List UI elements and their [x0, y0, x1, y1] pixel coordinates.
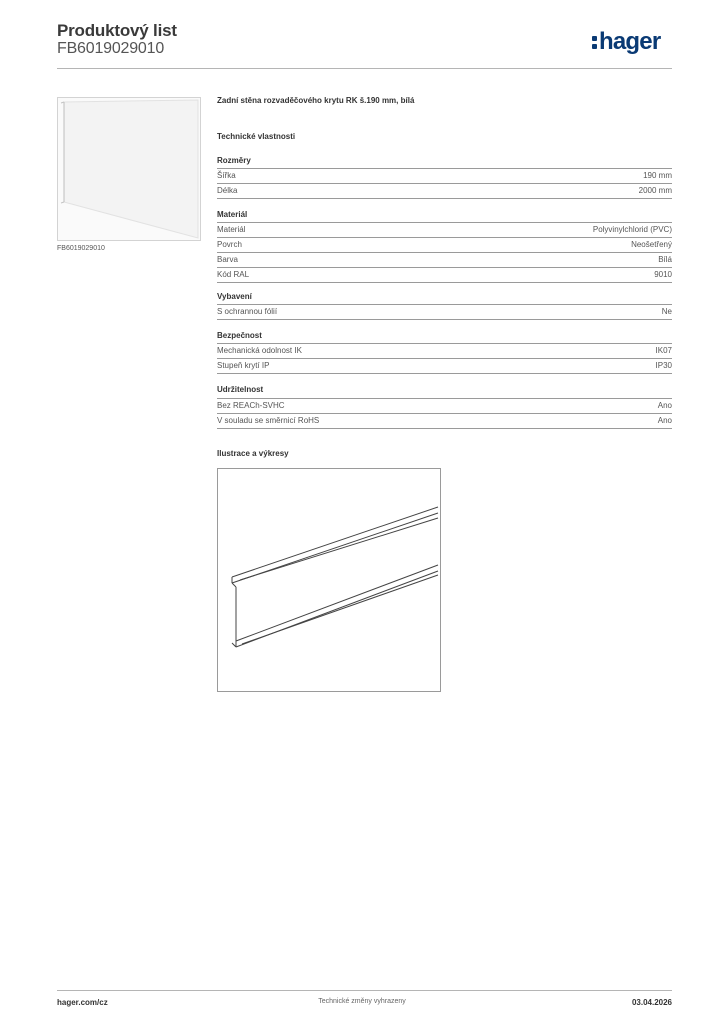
- section-title-rozmery: Rozměry: [217, 156, 251, 165]
- row-value: 2000 mm: [638, 186, 672, 195]
- row-divider: [217, 198, 672, 199]
- row-value: Ano: [657, 416, 672, 425]
- duct-drawing-icon: [218, 469, 440, 691]
- table-row: [217, 398, 672, 413]
- table-row: [217, 237, 672, 252]
- row-value: Ano: [657, 401, 672, 410]
- row-value: Ne: [661, 307, 672, 316]
- row-label: Délka: [217, 186, 238, 195]
- footer-website-link[interactable]: hager.com/cz: [57, 998, 108, 1007]
- row-label: Povrch: [217, 240, 242, 249]
- product-description: Zadní stěna rozvaděčového krytu RK š.190 mm, bílá: [217, 96, 415, 105]
- row-value: Polyvinylchlorid (PVC): [592, 225, 672, 234]
- section-title-illustrations: Ilustrace a výkresy: [217, 449, 289, 458]
- row-value: IP30: [655, 361, 672, 370]
- logo-text: hager: [599, 28, 661, 55]
- footer-date: 03.04.2026: [631, 998, 672, 1007]
- section-title-material: Materiál: [217, 210, 248, 219]
- row-value: 9010: [654, 270, 672, 279]
- page-title: Produktový list: [57, 21, 177, 40]
- table-row: [217, 168, 672, 183]
- row-divider: [217, 428, 672, 429]
- row-label: Šířka: [217, 171, 236, 180]
- table-row: [217, 267, 672, 282]
- row-divider: [217, 319, 672, 320]
- row-label: Barva: [217, 255, 238, 264]
- row-value: Neošetřený: [631, 240, 672, 249]
- panel-photo-icon: [58, 98, 200, 240]
- tech-heading: Technické vlastnosti: [217, 132, 296, 141]
- section-title-bezpecnost: Bezpečnost: [217, 331, 262, 340]
- product-code: FB6019029010: [57, 40, 165, 57]
- row-label: Mechanická odolnost IK: [217, 346, 302, 355]
- row-label: Kód RAL: [217, 270, 250, 279]
- section-title-vybaveni: Vybavení: [217, 292, 252, 301]
- table-row: [217, 358, 672, 373]
- footer-notice: Technické změny vyhrazeny: [318, 998, 406, 1005]
- table-row: [217, 252, 672, 267]
- row-value: IK07: [655, 346, 672, 355]
- row-label: Bez REACh-SVHC: [217, 401, 285, 410]
- table-row: [217, 304, 672, 319]
- footer-divider: [57, 990, 672, 991]
- row-divider: [217, 373, 672, 374]
- hager-logo: [592, 28, 660, 56]
- technical-drawing: [217, 468, 441, 692]
- row-label: S ochrannou fólií: [217, 307, 278, 316]
- row-label: Stupeň krytí IP: [217, 361, 270, 370]
- photo-caption: FB6019029010: [57, 245, 105, 252]
- row-label: V souladu se směrnicí RoHS: [217, 416, 320, 425]
- row-value: 190 mm: [643, 171, 672, 180]
- header-divider: [57, 68, 672, 69]
- product-photo: [57, 97, 201, 241]
- table-row: [217, 413, 672, 428]
- table-row: [217, 343, 672, 358]
- logo-colon-icon: [592, 34, 597, 50]
- row-value: Bílá: [658, 255, 672, 264]
- table-row: [217, 183, 672, 198]
- row-divider: [217, 282, 672, 283]
- row-label: Materiál: [217, 225, 246, 234]
- section-title-udrzitelnost: Udržitelnost: [217, 385, 264, 394]
- table-row: [217, 222, 672, 237]
